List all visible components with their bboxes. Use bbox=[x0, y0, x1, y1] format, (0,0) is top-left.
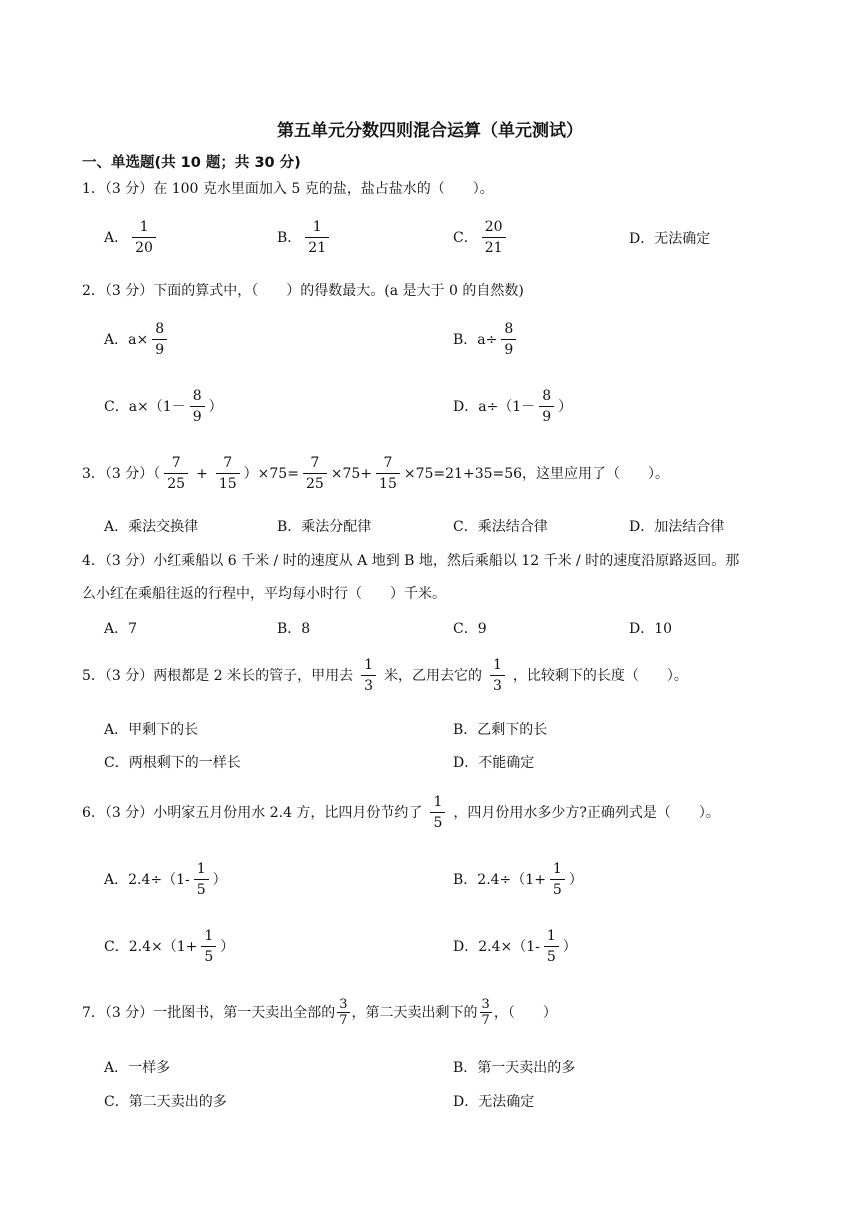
numerator: 7 bbox=[171, 455, 181, 471]
question-5-option-b[interactable]: B．乙剩下的长 bbox=[453, 722, 548, 738]
numerator: 8 bbox=[155, 321, 165, 337]
question-2-option-b[interactable] bbox=[453, 322, 520, 357]
question-2-option-d[interactable] bbox=[453, 389, 572, 424]
option-text: B．a÷ bbox=[453, 331, 498, 348]
option-label: B． bbox=[277, 229, 302, 246]
question-3-stem bbox=[82, 456, 669, 491]
fraction bbox=[152, 322, 167, 357]
question-2-stem: 2．（3 分）下面的算式中，（ ）的得数最大。(a 是大于 0 的自然数) bbox=[82, 283, 524, 299]
fraction bbox=[190, 389, 205, 424]
option-text: A．a× bbox=[104, 331, 149, 348]
denominator: 9 bbox=[152, 339, 167, 357]
question-7-option-d[interactable]: D．无法确定 bbox=[453, 1094, 535, 1110]
fraction bbox=[216, 456, 240, 491]
fraction bbox=[550, 862, 565, 897]
stem-text: ，比较剩下的长度（ ）。 bbox=[512, 667, 688, 684]
option-text: C．2.4×（1+ bbox=[104, 938, 198, 955]
denominator: 5 bbox=[194, 879, 209, 897]
stem-text: 米，乙用去它的 bbox=[384, 667, 482, 684]
question-6-option-a[interactable] bbox=[104, 862, 227, 897]
question-6-option-c[interactable] bbox=[104, 929, 234, 964]
fraction bbox=[303, 456, 327, 491]
denominator: 21 bbox=[482, 237, 506, 255]
fraction bbox=[501, 322, 516, 357]
numerator: 3 bbox=[481, 997, 490, 1012]
question-4-option-b[interactable]: B．8 bbox=[277, 621, 311, 637]
question-4-option-a[interactable]: A．7 bbox=[104, 621, 138, 637]
option-text: ） bbox=[220, 938, 235, 955]
question-1-stem: 1．（3 分）在 100 克水里面加入 5 克的盐，盐占盐水的（ ）。 bbox=[82, 181, 494, 197]
denominator: 5 bbox=[430, 812, 445, 830]
denominator: 3 bbox=[490, 675, 505, 693]
denominator: 5 bbox=[550, 879, 565, 897]
question-1-option-b[interactable] bbox=[277, 220, 333, 255]
fraction bbox=[430, 795, 445, 830]
denominator: 15 bbox=[376, 473, 400, 491]
numerator: 8 bbox=[504, 321, 514, 337]
option-text: B．2.4÷（1+ bbox=[453, 871, 546, 888]
denominator: 9 bbox=[501, 339, 516, 357]
question-3-option-b[interactable]: B．乘法分配律 bbox=[277, 519, 372, 535]
numerator: 8 bbox=[542, 388, 552, 404]
numerator: 1 bbox=[546, 928, 556, 944]
question-7-option-b[interactable]: B．第一天卖出的多 bbox=[453, 1060, 576, 1076]
question-5-stem bbox=[82, 658, 688, 693]
question-4-option-c[interactable]: C．9 bbox=[453, 621, 487, 637]
denominator: 25 bbox=[164, 473, 188, 491]
numerator: 3 bbox=[339, 997, 348, 1012]
numerator: 7 bbox=[223, 455, 233, 471]
option-text: C．a×（1－ bbox=[104, 398, 186, 415]
numerator: 1 bbox=[312, 219, 322, 235]
numerator: 7 bbox=[310, 455, 320, 471]
fraction bbox=[490, 658, 505, 693]
question-4-stem-line-1: 4．（3 分）小红乘船以 6 千米 / 时的速度从 A 地到 B 地，然后乘船以 12 千米 / 时的速度沿原路返回。那 bbox=[82, 553, 740, 569]
option-text: ） bbox=[212, 871, 227, 888]
question-1-option-a[interactable] bbox=[104, 220, 160, 255]
numerator: 8 bbox=[192, 388, 202, 404]
page-title: 第五单元分数四则混合运算（单元测试） bbox=[277, 121, 583, 141]
numerator: 7 bbox=[383, 455, 393, 471]
numerator: 1 bbox=[552, 861, 562, 877]
fraction bbox=[201, 929, 216, 964]
denominator: 9 bbox=[190, 406, 205, 424]
stem-text: ）×75= bbox=[243, 465, 299, 482]
question-5-option-a[interactable]: A．甲剩下的长 bbox=[104, 722, 199, 738]
stem-text: 5．（3 分）两根都是 2 米长的管子，甲用去 bbox=[82, 667, 354, 684]
question-6-stem bbox=[82, 795, 720, 830]
fraction bbox=[480, 998, 492, 1027]
fraction bbox=[132, 220, 156, 255]
fraction bbox=[544, 929, 559, 964]
stem-text: 7．（3 分）一批图书，第一天卖出全部的 bbox=[82, 1004, 336, 1021]
option-text: A．2.4÷（1- bbox=[104, 871, 190, 888]
section-heading: 一、单选题(共 10 题；共 30 分) bbox=[82, 155, 301, 171]
stem-text: ×75=21+35=56，这里应用了（ ）。 bbox=[403, 465, 670, 482]
question-4-option-d[interactable]: D．10 bbox=[629, 621, 673, 637]
fraction bbox=[361, 658, 376, 693]
denominator: 20 bbox=[132, 237, 156, 255]
question-3-option-a[interactable]: A．乘法交换律 bbox=[104, 519, 199, 535]
option-label: A． bbox=[104, 229, 129, 246]
denominator: 3 bbox=[361, 675, 376, 693]
stem-text: 3．（3 分）（ bbox=[82, 465, 161, 482]
fraction bbox=[305, 220, 329, 255]
numerator: 1 bbox=[139, 219, 149, 235]
question-4-stem-line-2: 么小红在乘船往返的行程中，平均每小时行（ ）千米。 bbox=[82, 586, 446, 602]
question-7-stem bbox=[82, 998, 557, 1027]
stem-text: 6．（3 分）小明家五月份用水 2.4 方，比四月份节约了 bbox=[82, 804, 423, 821]
fraction bbox=[337, 998, 349, 1027]
question-7-option-a[interactable]: A．一样多 bbox=[104, 1060, 171, 1076]
option-text: D．a÷（1－ bbox=[453, 398, 536, 415]
numerator: 1 bbox=[493, 657, 502, 673]
denominator: 25 bbox=[303, 473, 327, 491]
numerator: 1 bbox=[196, 861, 206, 877]
question-6-option-d[interactable] bbox=[453, 929, 577, 964]
question-3-option-d[interactable]: D．加法结合律 bbox=[629, 519, 725, 535]
stem-text: + bbox=[196, 465, 208, 482]
fraction bbox=[376, 456, 400, 491]
option-text: ） bbox=[568, 871, 583, 888]
numerator: 1 bbox=[204, 928, 214, 944]
option-text: ） bbox=[562, 938, 577, 955]
fraction bbox=[164, 456, 188, 491]
question-7-option-c[interactable]: C．第二天卖出的多 bbox=[104, 1094, 227, 1110]
denominator: 7 bbox=[481, 1013, 490, 1028]
denominator: 9 bbox=[539, 406, 554, 424]
fraction bbox=[482, 220, 506, 255]
fraction bbox=[194, 862, 209, 897]
question-1-option-c[interactable] bbox=[453, 220, 510, 255]
stem-text: ，四月份用水多少方?正确列式是（ ）。 bbox=[453, 804, 720, 821]
question-1-option-d[interactable]: D．无法确定 bbox=[629, 231, 711, 247]
numerator: 1 bbox=[364, 657, 373, 673]
denominator: 21 bbox=[305, 237, 329, 255]
question-2-option-c[interactable] bbox=[104, 389, 223, 424]
question-6-option-b[interactable] bbox=[453, 862, 583, 897]
option-text: ） bbox=[558, 398, 573, 415]
question-2-option-a[interactable] bbox=[104, 322, 171, 357]
stem-text: ，（ ） bbox=[493, 1004, 557, 1021]
stem-text: ，第二天卖出剩下的 bbox=[351, 1004, 478, 1021]
option-text: D．2.4×（1- bbox=[453, 938, 540, 955]
question-5-option-c[interactable]: C．两根剩下的一样长 bbox=[104, 755, 241, 771]
denominator: 5 bbox=[544, 946, 559, 964]
denominator: 5 bbox=[201, 946, 216, 964]
denominator: 15 bbox=[216, 473, 240, 491]
numerator: 20 bbox=[484, 219, 503, 235]
fraction bbox=[539, 389, 554, 424]
option-label: C． bbox=[453, 229, 478, 246]
option-text: ） bbox=[208, 398, 223, 415]
question-5-option-d[interactable]: D．不能确定 bbox=[453, 755, 535, 771]
stem-text: ×75+ bbox=[330, 465, 373, 482]
numerator: 1 bbox=[433, 794, 443, 810]
denominator: 7 bbox=[339, 1013, 348, 1028]
question-3-option-c[interactable]: C．乘法结合律 bbox=[453, 519, 548, 535]
